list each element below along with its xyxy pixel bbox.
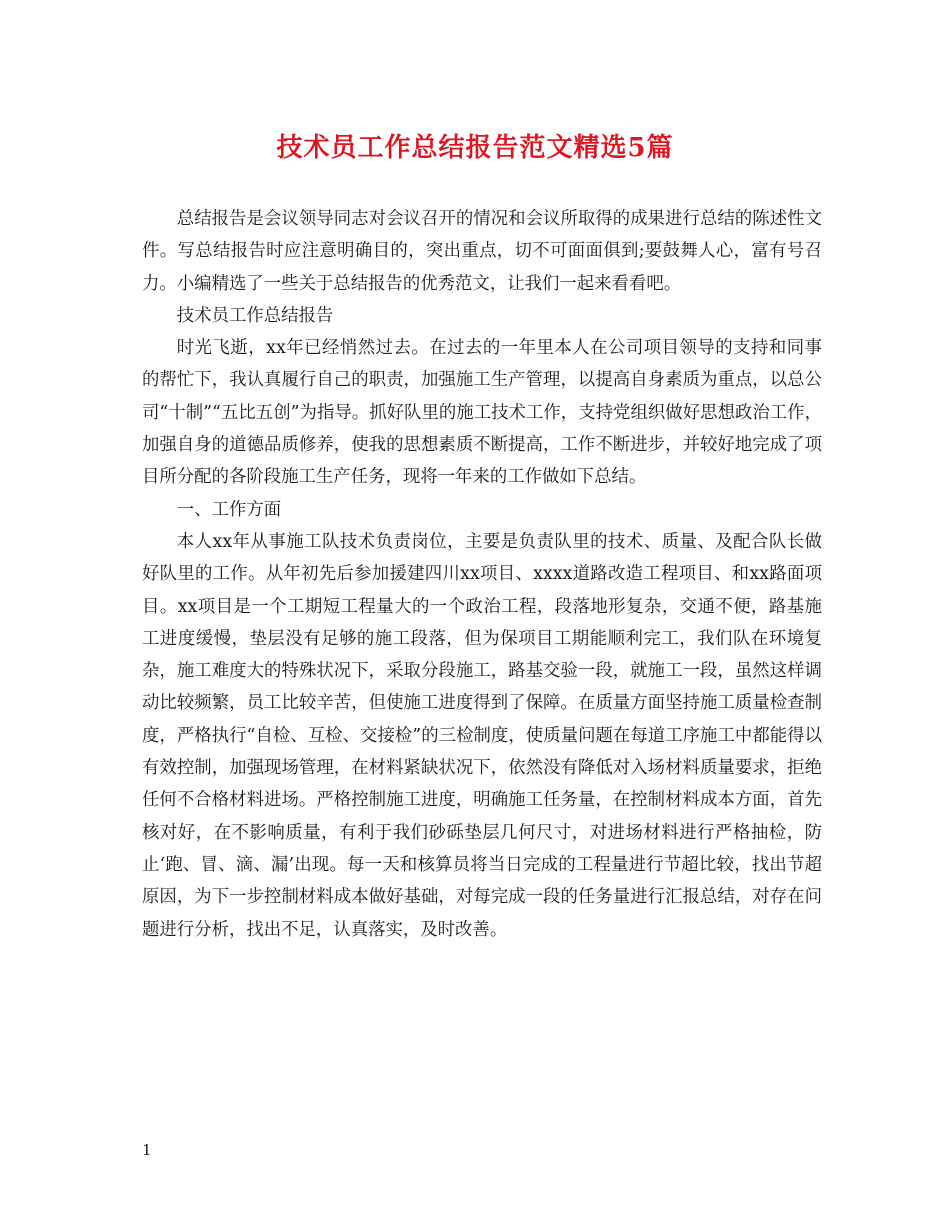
body-paragraph: 时光飞逝，xx年已经悄然过去。在过去的一年里本人在公司项目领导的支持和同事的帮忙下，我认真履行自己的职责，加强施工生产管理，以提高自身素质为重点，以总公司“十制”“五比五创”为指导。抓好队里的施工技术工作，支持党组织做好思想政治工作，加强自身的道德品质修养，使我的思想素质不断提高，工作不断进步，并较好地完成了项目所分配的各阶段施工生产任务，现将一年来的工作做如下总结。 [142, 338, 822, 488]
document-title: 技术员工作总结报告范文精选5篇 [276, 133, 674, 163]
body-paragraph: 本人xx年从事施工队技术负责岗位，主要是负责队里的技术、质量、及配合队长做好队里的工作。从年初先后参加援建四川xx项目、xxxx道路改造工程项目、和xx路面项目。xx项目是一个工期短工程量大的一个政治工程，段落地形复杂，交通不便，路基施工进度缓慢，垫层没有足够的施工段落，但为保项目工期能顺利完工，我们队在环境复杂，施工难度大的特殊状况下，采取分段施工，路基交验一段，就施工一段，虽然这样调动比较频繁，员工比较辛苦，但使施工进度得到了保障。在质量方面坚持施工质量检查制度，严格执行“自检、互检、交接检”的三检制度，使质量问题在每道工序施工中都能得以有效控制，加强现场管理，在材料紧缺状况下，依然没有降低对入场材料质量要求，拒绝任何不合格材料进场。严格控制施工进度，明确施工任务量，在控制材料成本方面，首先核对好，在不影响质量，有利于我们砂砾垫层几何尺寸，对进场材料进行严格抽检，防止‘跑、冒、滴、漏’出现。每一天和核算员将当日完成的工程量进行节超比较，找出节超原因，为下一步控制材料成本做好基础，对每完成一段的任务量进行汇报总结，对存在问题进行分析，找出不足，认真落实，及时改善。 [142, 531, 822, 940]
section-heading: 技术员工作总结报告 [176, 305, 334, 326]
subsection-heading: 一、工作方面 [176, 499, 282, 520]
intro-paragraph: 总结报告是会议领导同志对会议召开的情况和会议所取得的成果进行总结的陈述性文件。写总结报告时应注意明确目的，突出重点，切不可面面俱到;要鼓舞人心，富有号召力。小编精选了一些关于总结报告的优秀范文，让我们一起来看看吧。 [142, 209, 822, 294]
page-number: 1 [142, 1141, 152, 1159]
document-body [142, 203, 822, 946]
